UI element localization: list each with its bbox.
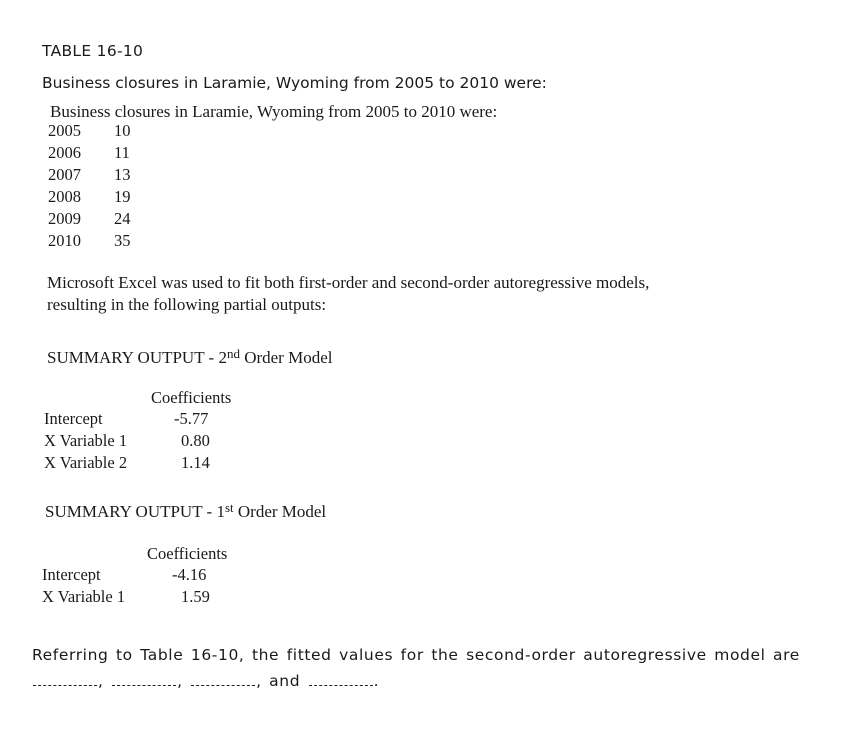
year: 2006	[48, 143, 81, 162]
data-row-2007	[48, 165, 131, 185]
excel-line-2: resulting in the following partial outputs:	[47, 295, 327, 314]
question-prompt: Referring to Table 16-10, the fitted values for the second-order autoregressive model are	[32, 646, 800, 664]
coefficients-header-1st: Coefficients	[147, 544, 228, 563]
answer-blank-3	[191, 675, 255, 686]
closures: 10	[114, 121, 131, 140]
closures: 24	[114, 209, 131, 228]
title-prefix: SUMMARY OUTPUT - 2	[47, 348, 227, 367]
data-row-2008	[48, 187, 131, 207]
year: 2009	[48, 209, 81, 228]
year: 2008	[48, 187, 81, 206]
coefficients-header-2nd: Coefficients	[151, 388, 232, 407]
data-row-2005	[48, 121, 131, 141]
answer-blank-1	[33, 675, 97, 686]
year: 2005	[48, 121, 81, 140]
coef-value: 0.80	[181, 431, 210, 450]
title-prefix: SUMMARY OUTPUT - 1	[45, 502, 225, 521]
coef-value: -5.77	[174, 409, 209, 428]
closures: 11	[114, 143, 130, 162]
coef-row-xvar1-1st	[42, 587, 210, 607]
coef-label: Intercept	[42, 565, 101, 584]
year: 2007	[48, 165, 81, 184]
scanned-caption: Business closures in Laramie, Wyoming from 2005 to 2010 were:	[50, 102, 498, 121]
separator: ,	[98, 672, 104, 690]
coef-value: -4.16	[172, 565, 207, 584]
closures: 13	[114, 165, 131, 184]
question-text	[32, 642, 842, 694]
table-caption: Business closures in Laramie, Wyoming from 2005 to 2010 were:	[42, 74, 547, 92]
coef-label: Intercept	[44, 409, 103, 428]
coef-row-xvar1-2nd	[44, 431, 210, 451]
separator: .	[373, 672, 380, 690]
table-label: TABLE 16-10	[42, 42, 144, 60]
coef-label: X Variable 1	[44, 431, 128, 450]
separator: , and	[256, 672, 301, 690]
summary-title-1st-order	[45, 500, 326, 522]
coef-label: X Variable 1	[42, 587, 126, 606]
data-row-2009	[48, 209, 131, 229]
coef-label: X Variable 2	[44, 453, 128, 472]
closures: 19	[114, 187, 131, 206]
coef-value: 1.59	[181, 587, 210, 606]
excel-line-1: Microsoft Excel was used to fit both first-order and second-order autoregressive models,	[47, 273, 650, 292]
summary-title-2nd-order	[47, 346, 332, 368]
data-row-2010	[48, 231, 131, 251]
answer-blank-2	[112, 675, 176, 686]
title-sup: nd	[226, 346, 240, 361]
title-suffix: Order Model	[233, 502, 327, 521]
coef-value: 1.14	[181, 453, 210, 472]
year: 2010	[48, 231, 81, 250]
coef-row-xvar2-2nd	[44, 453, 210, 473]
data-row-2006	[48, 143, 130, 163]
separator: ,	[177, 672, 183, 690]
excel-description	[47, 272, 649, 316]
coef-row-intercept-2nd	[44, 409, 209, 429]
closures: 35	[114, 231, 131, 250]
title-sup: st	[224, 500, 234, 515]
answer-blank-4	[309, 675, 373, 686]
title-suffix: Order Model	[239, 348, 333, 367]
coef-row-intercept-1st	[42, 565, 207, 585]
